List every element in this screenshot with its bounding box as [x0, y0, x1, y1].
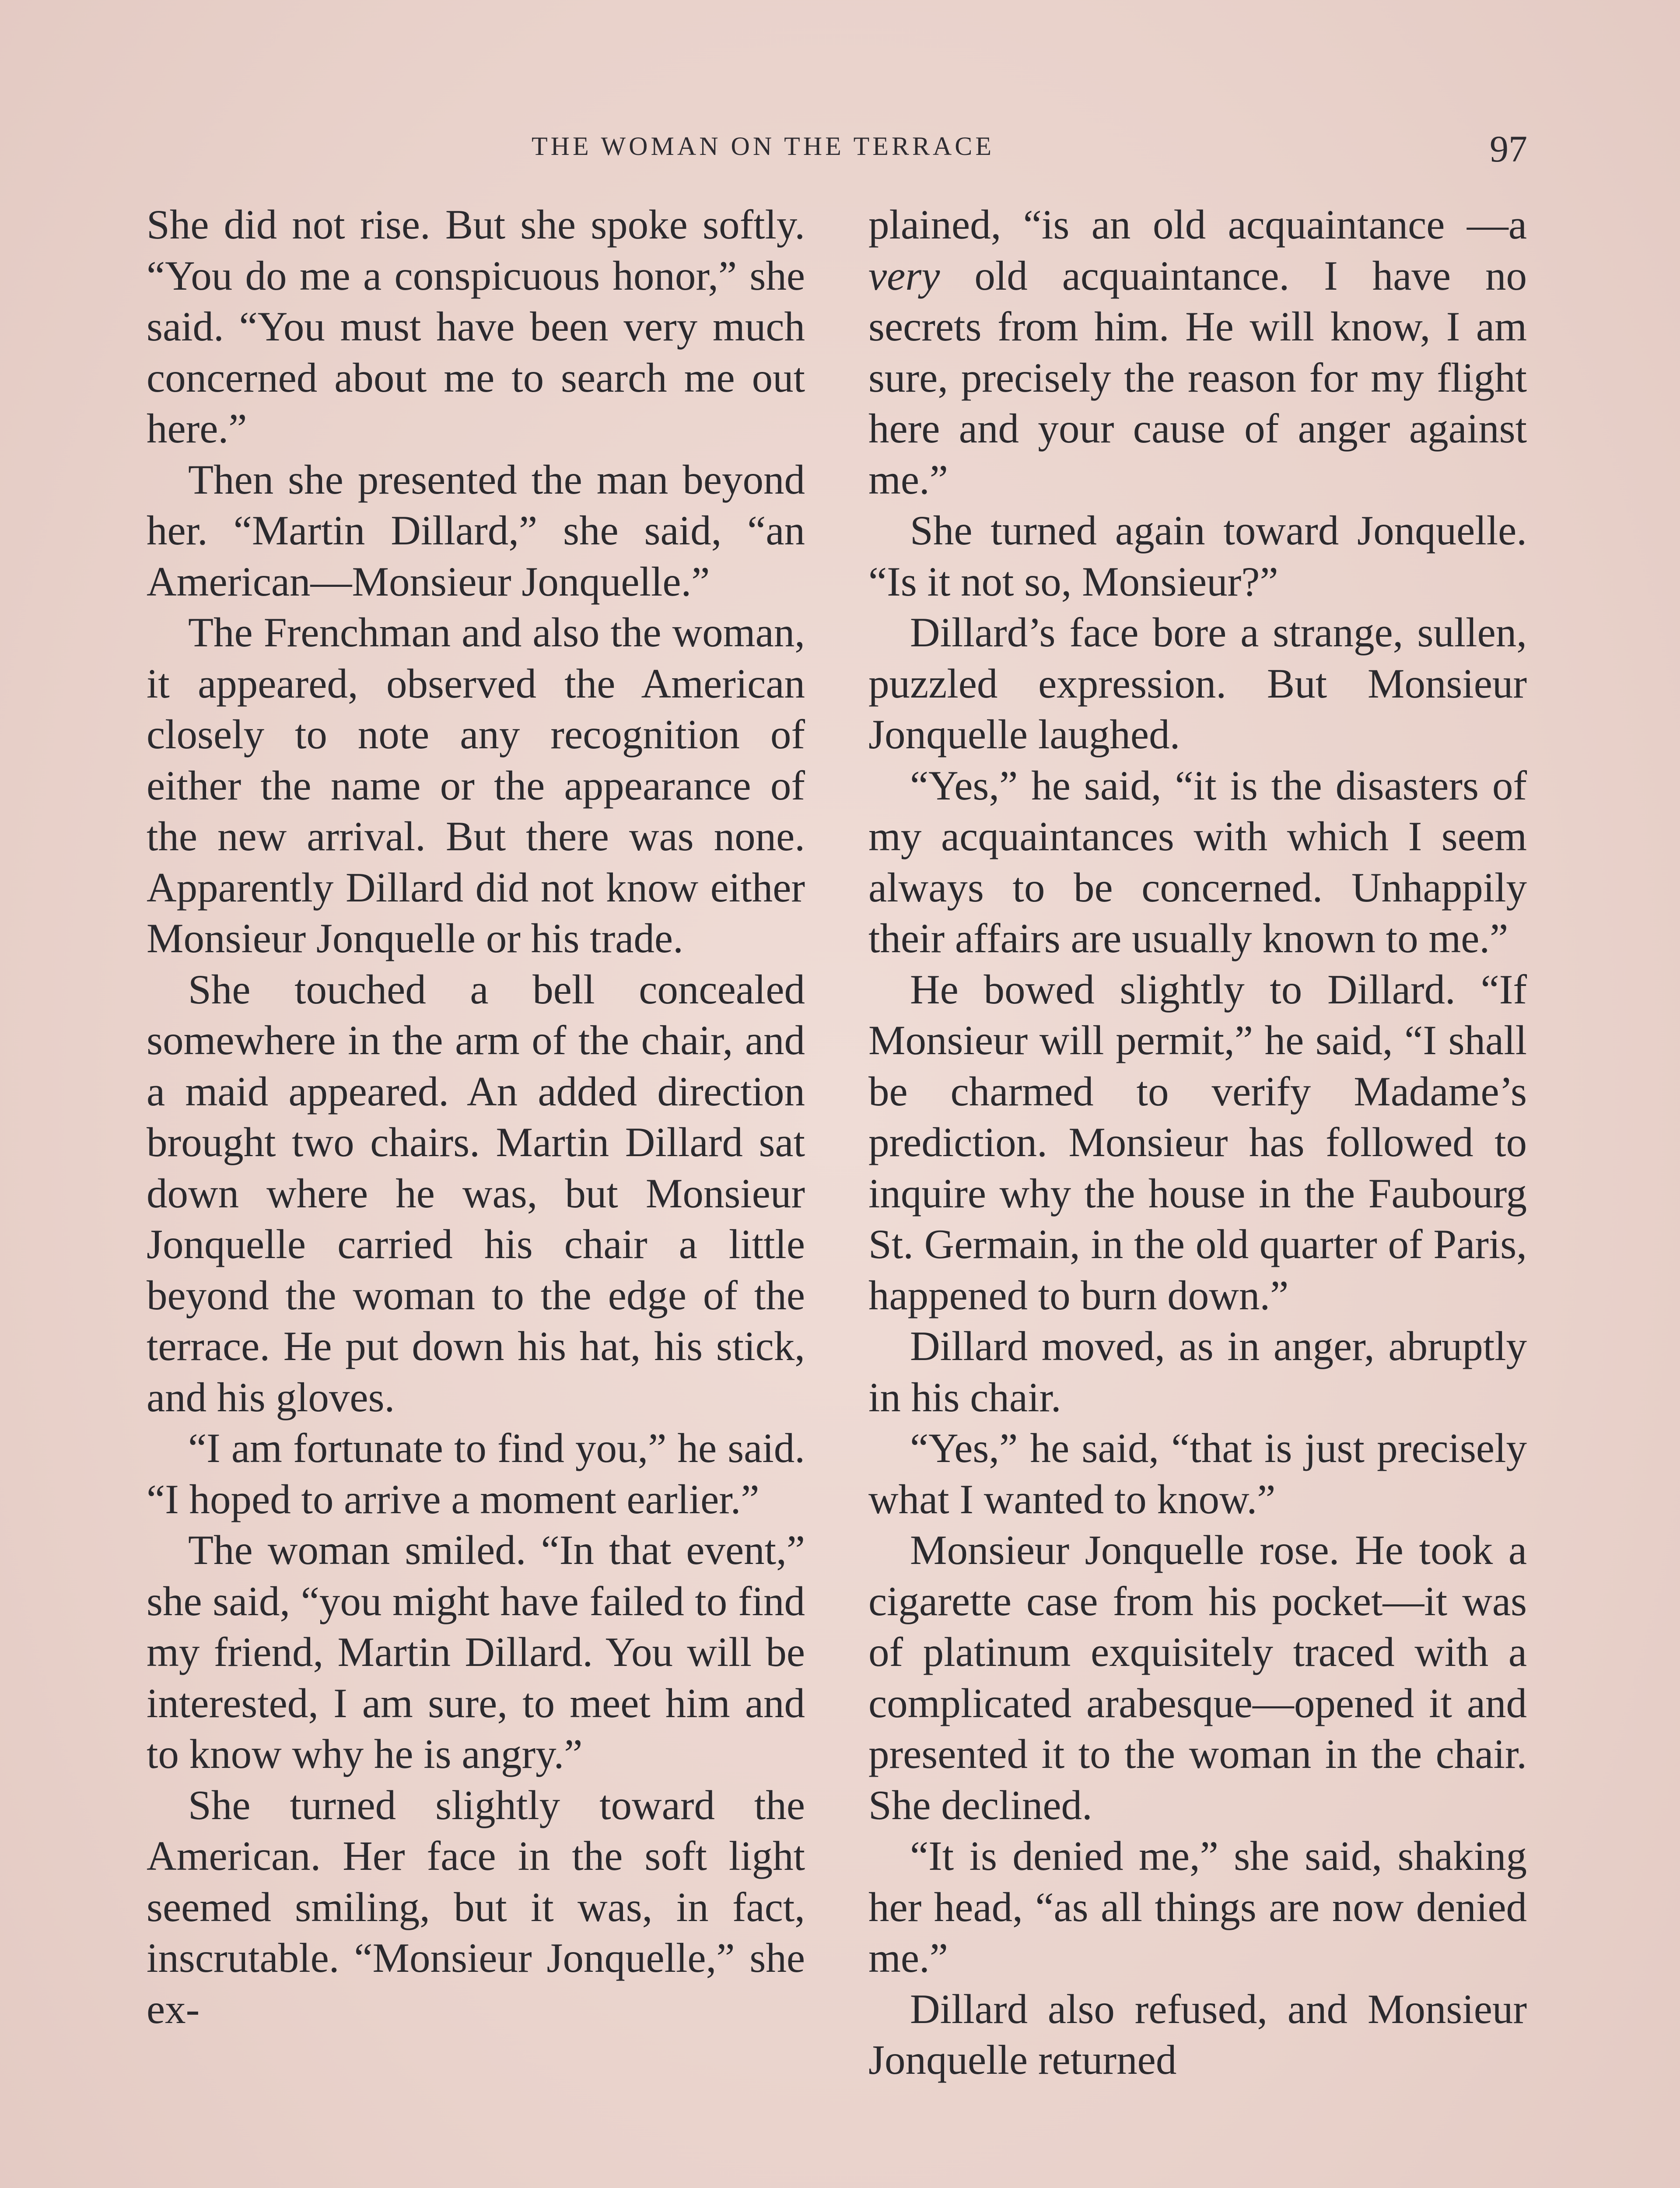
right-column — [868, 199, 1527, 2086]
paragraph: She turned again toward Jonquelle. “Is it not so, Monsieur?” — [868, 507, 1527, 605]
paragraph: “It is denied me,” she said, shaking her head, “as all things are now denied me.” — [868, 1833, 1527, 1981]
paragraph: She did not rise. But she spoke softly. “You do me a conspicuous honor,” she said. “You must have been very much concerned about me to search me out here.” — [147, 201, 805, 452]
running-head: THE WOMAN ON THE TERRACE — [532, 132, 994, 161]
continued-text-rest: old acquaintance. I have no secrets from him. He will know, I am sure, precisely the reason for my flight here and your cause of anger against me.” — [868, 252, 1527, 503]
paragraph: Dillard moved, as in anger, abruptly in his chair. — [868, 1323, 1527, 1420]
page-number: 97 — [1490, 128, 1527, 170]
paragraph: “Yes,” he said, “it is the disasters of my acquaintances with which I seem always to be concerned. Unhappily their affairs are usually known to me.” — [868, 762, 1527, 961]
paragraph: She touched a bell concealed somewhere in the arm of the chair, and a maid appeared. An added direction brought two chairs. Martin Dillard sat down where he was, but Monsieur Jonquelle carried his chair a little beyond the woman to the edge of the terrace. He put down his hat, his stick, and his gloves. — [147, 966, 805, 1420]
paragraph: She turned slightly toward the American. Her face in the soft light seemed smiling, but it was, in fact, inscrutable. “Monsieur Jonquelle,” she ex- — [147, 1781, 805, 2032]
paragraph: “I am fortunate to find you,” he said. “I hoped to arrive a moment earlier.” — [147, 1425, 805, 1522]
paragraph: “Yes,” he said, “that is just precisely what I wanted to know.” — [868, 1425, 1527, 1522]
paragraph: Dillard’s face bore a strange, sullen, puzzled expression. But Monsieur Jonquelle laughed. — [868, 609, 1527, 757]
italic-word: very — [868, 252, 940, 299]
paragraph: Dillard also refused, and Monsieur Jonquelle returned — [868, 1985, 1527, 2083]
paragraph: Then she presented the man beyond her. “Martin Dillard,” she said, “an American—Monsieur Jonquelle.” — [147, 456, 805, 605]
paragraph: Monsieur Jonquelle rose. He took a cigarette case from his pocket—it was of platinum exquisitely traced with a complicated arabesque—opened it and presented it to the woman in the chair. She declined. — [868, 1527, 1527, 1828]
continued-paragraph — [868, 199, 1527, 505]
paragraph: He bowed slightly to Dillard. “If Monsieur will permit,” he said, “I shall be charmed to verify Madame’s prediction. Monsieur has followed to inquire why the house in the Faubourg St. Germain, in the old quarter of Paris, happened to burn down.” — [868, 966, 1527, 1318]
continued-text: plained, “is an old acquaintance —a — [868, 201, 1527, 248]
left-column — [147, 199, 805, 2034]
paragraph: The woman smiled. “In that event,” she said, “you might have failed to find my friend, Martin Dillard. You will be interested, I am sure, to meet him and to know why he is angry.” — [147, 1527, 805, 1777]
paragraph: The Frenchman and also the woman, it appeared, observed the American closely to note any recognition of either the name or the appearance of the new arrival. But there was none. Apparently Dillard did not know either Monsieur Jonquelle or his trade. — [147, 609, 805, 961]
